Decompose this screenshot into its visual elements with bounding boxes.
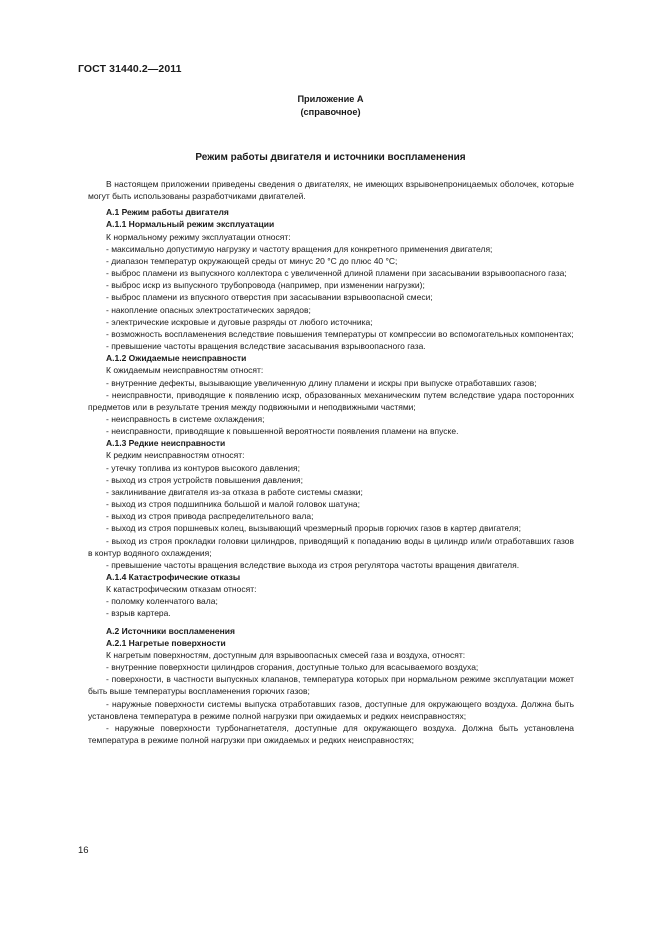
lead-a12: К ожидаемым неисправностям относят: bbox=[106, 365, 264, 376]
heading-a21: А.2.1 Нагретые поверхности bbox=[106, 637, 226, 648]
list-item: - максимально допустимую нагрузку и частоту вращения для конкретного применения двигателя; bbox=[106, 243, 493, 254]
list-item: - выброс пламени из впускного отверстия при засасывании взрывоопасной смеси; bbox=[106, 292, 433, 303]
list-item: - внутренние поверхности цилиндров сгорания, доступные только для всасываемого воздуха; bbox=[106, 662, 479, 673]
annex-title: Приложение А bbox=[297, 94, 364, 104]
section-title: Режим работы двигателя и источники воспламенения bbox=[195, 152, 466, 163]
list-item: - диапазон температур окружающей среды от минус 20 °С до плюс 40 °С; bbox=[106, 255, 398, 266]
list-item: - превышение частоты вращения вследствие засасывания взрывоопасного газа. bbox=[106, 341, 426, 352]
list-item: - выход из строя подшипника большой и малой головок шатуна; bbox=[106, 499, 360, 510]
page-number: 16 bbox=[78, 845, 89, 856]
list-a21 bbox=[88, 661, 574, 746]
list-item: - выход из строя поршневых колец, вызывающий чрезмерный прорыв горючих газов в картер двигателя; bbox=[106, 523, 521, 534]
list-item: - неисправность в системе охлаждения; bbox=[106, 413, 265, 424]
list-item: - взрыв картера. bbox=[106, 608, 171, 619]
annex-heading bbox=[0, 93, 661, 118]
list-item: - наружные поверхности системы выпуска отработавших газов, доступные для окружающего воздуха. Должна быть установлена температура в режиме полной нагрузки при ожидаемых и редких неисправностях; bbox=[88, 698, 574, 721]
heading-a13: А.1.3 Редкие неисправности bbox=[106, 438, 226, 449]
intro-paragraph: В настоящем приложении приведены сведения о двигателях, не имеющих взрывонепроницаемых оболочек, которые могут быть использованы разработчиками двигателей. bbox=[88, 179, 574, 202]
lead-a14: К катастрофическим отказам относят: bbox=[106, 584, 257, 595]
list-a14 bbox=[88, 595, 574, 619]
list-item: - наружные поверхности турбонагнетателя, доступные для окружающего воздуха. Должна быть установлена температура в режиме полной нагрузки при ожидаемых и редких неисправностях; bbox=[88, 722, 574, 746]
heading-a14: А.1.4 Катастрофические отказы bbox=[106, 572, 241, 582]
list-item: - утечку топлива из контуров высокого давления; bbox=[106, 462, 300, 473]
heading-a12: А.1.2 Ожидаемые неисправности bbox=[106, 353, 247, 364]
list-item: - внутренние дефекты, вызывающие увеличенную длину пламени и искры при выпуске отработавших газов; bbox=[106, 377, 537, 388]
lead-a21: К нагретым поверхностям, доступным для взрывоопасных смесей газа и воздуха, относят: bbox=[106, 649, 466, 660]
list-item: - выброс пламени из выпускного коллектора с увеличенной длиной пламени при засасывании взрывоопасного газа; bbox=[106, 268, 567, 279]
annex-status: (справочное) bbox=[300, 106, 361, 117]
list-a11 bbox=[88, 243, 574, 352]
heading-a11: А.1.1 Нормальный режим эксплуатации bbox=[106, 219, 275, 230]
list-item: - неисправности, приводящие к повышенной вероятности появления пламени на впуске. bbox=[106, 426, 459, 437]
heading-a1: А.1 Режим работы двигателя bbox=[106, 207, 229, 218]
list-a12 bbox=[88, 377, 574, 438]
list-item: - электрические искровые и дуговые разряды от любого источника; bbox=[106, 316, 373, 327]
lead-a11: К нормальному режиму эксплуатации относят: bbox=[106, 231, 291, 242]
list-item: - накопление опасных электростатических зарядов; bbox=[106, 304, 311, 315]
list-item: - поломку коленчатого вала; bbox=[106, 596, 218, 607]
list-item: - заклинивание двигателя из-за отказа в работе системы смазки; bbox=[106, 486, 363, 497]
list-item: - возможность воспламенения вследствие повышения температуры от компрессии во вспомогательных компонентах; bbox=[106, 328, 574, 339]
list-item: - неисправности, приводящие к появлению искр, образованных механическим путем вследствие удара посторонних предметов или в результате трения между подвижными и неподвижными частями; bbox=[88, 389, 574, 412]
list-item: - выход из строя прокладки головки цилиндров, приводящий к попаданию воды в цилиндр или/и отработавших газов в контур водяного охлаждения; bbox=[88, 535, 574, 558]
document-body bbox=[88, 178, 574, 746]
list-item: - поверхности, в частности выпускных клапанов, температура которых при нормальном режиме эксплуатации может быть выше температуры воспламенения горючих газов; bbox=[88, 674, 574, 697]
list-item: - выход из строя привода распределительного вала; bbox=[106, 511, 314, 522]
list-item: - выброс искр из выпускного трубопровода (например, при изменении нагрузки); bbox=[106, 280, 425, 291]
list-item: - выход из строя устройств повышения давления; bbox=[106, 474, 303, 485]
list-item: - превышение частоты вращения вследствие выхода из строя регулятора частоты вращения двигателя. bbox=[106, 559, 520, 570]
lead-a13: К редким неисправностям относят: bbox=[106, 450, 245, 461]
list-a13 bbox=[88, 462, 574, 571]
heading-a2: А.2 Источники воспламенения bbox=[106, 625, 235, 636]
doc-code-header: ГОСТ 31440.2—2011 bbox=[78, 63, 182, 75]
